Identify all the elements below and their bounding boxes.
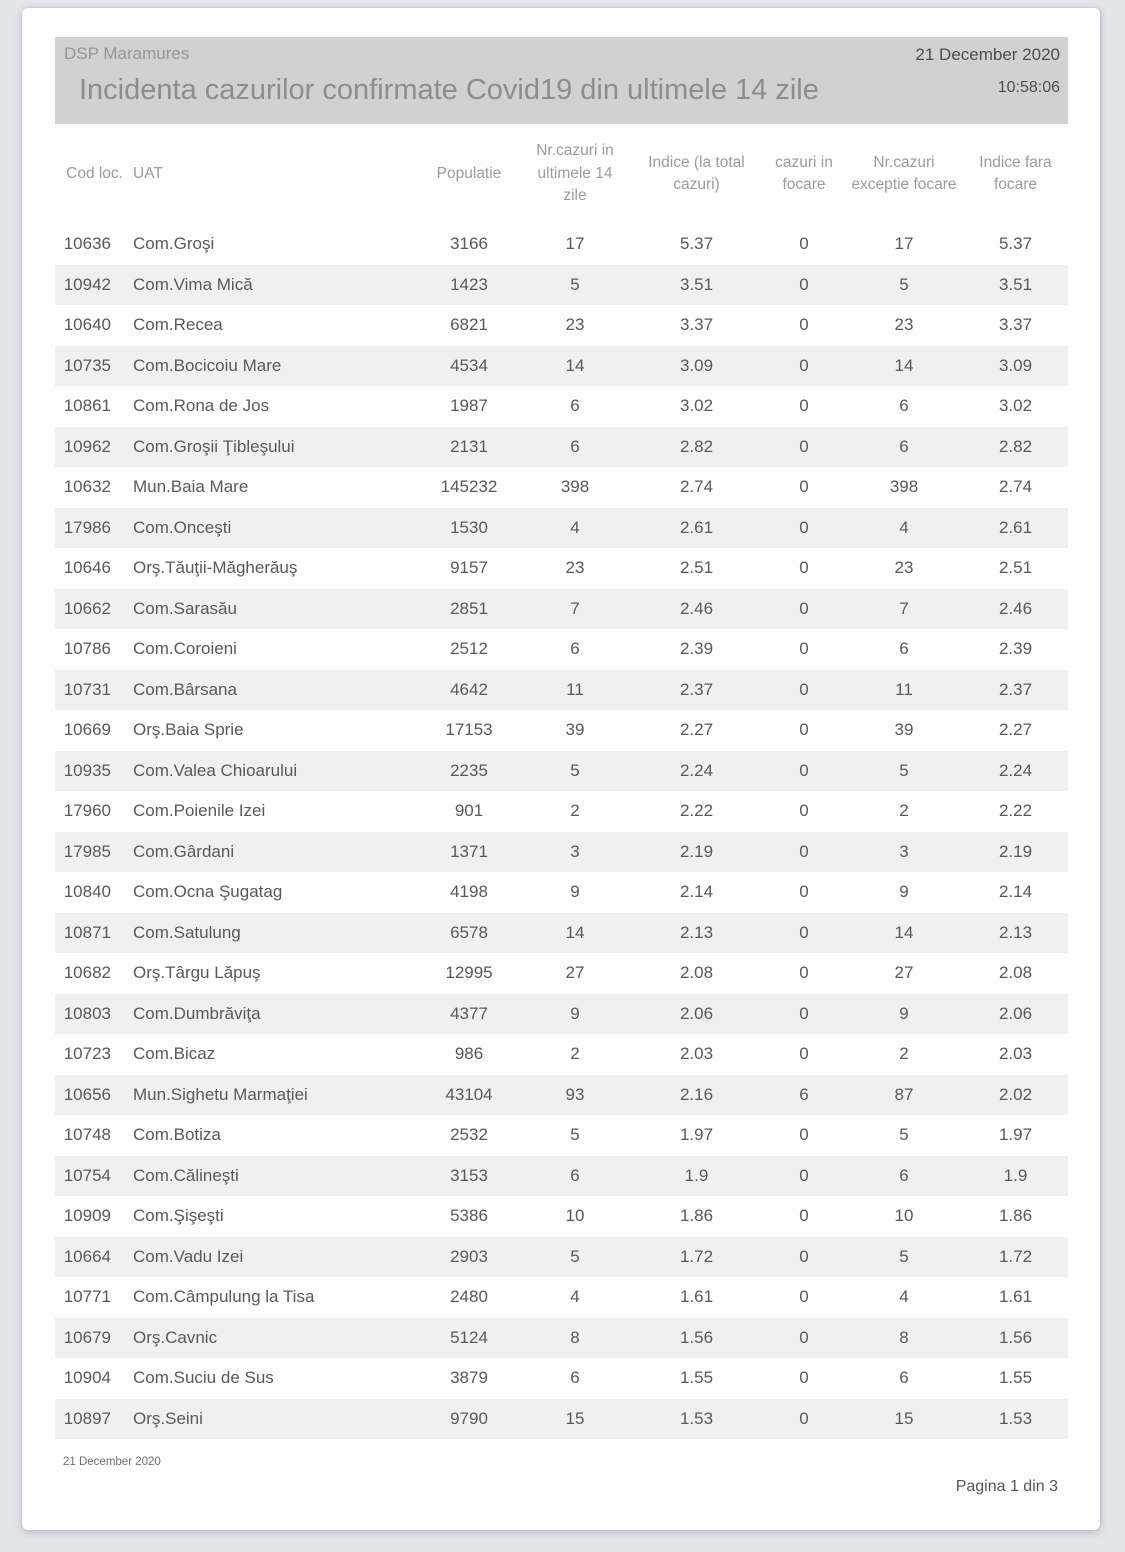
cell-populatie: 9157 bbox=[450, 558, 488, 578]
table-row bbox=[55, 1196, 1068, 1237]
cell-indice-fara-focare: 1.53 bbox=[998, 1408, 1033, 1428]
cell-indice-fara-focare: 3.51 bbox=[998, 274, 1033, 294]
cell-cazuri-in-focare: 0 bbox=[799, 436, 809, 456]
cell-cazuri-in-focare: 0 bbox=[799, 1044, 809, 1064]
table-row bbox=[55, 913, 1068, 954]
cell-cazuri-in-focare: 0 bbox=[799, 1246, 809, 1266]
cell-nr-cazuri-exceptie: 5 bbox=[899, 1246, 909, 1266]
cell-cazuri-in-focare: 0 bbox=[799, 477, 809, 497]
cell-indice-fara-focare: 2.27 bbox=[998, 720, 1033, 740]
table-row bbox=[55, 386, 1068, 427]
cell-cod-loc: 10735 bbox=[63, 355, 111, 375]
cell-nr-cazuri-exceptie: 6 bbox=[899, 1368, 909, 1388]
cell-populatie: 17153 bbox=[445, 720, 493, 740]
cell-cod-loc: 10803 bbox=[63, 1003, 111, 1023]
cell-populatie: 2512 bbox=[450, 639, 488, 659]
cell-cazuri-in-focare: 0 bbox=[799, 1327, 809, 1347]
cell-populatie: 43104 bbox=[445, 1084, 493, 1104]
cell-indice-total: 3.37 bbox=[679, 315, 714, 335]
cell-cod-loc: 10723 bbox=[63, 1044, 111, 1064]
cell-nr-cazuri-14-zile: 2 bbox=[570, 1044, 580, 1064]
cell-populatie: 1423 bbox=[450, 274, 488, 294]
cell-populatie: 1987 bbox=[450, 396, 488, 416]
cell-cazuri-in-focare: 0 bbox=[799, 517, 809, 537]
table-row bbox=[55, 1075, 1068, 1116]
cell-populatie: 145232 bbox=[440, 477, 498, 497]
report-date: 21 December 2020 bbox=[915, 45, 1060, 64]
cell-uat: Com.Bicaz bbox=[133, 1044, 216, 1064]
column-header-populatie: Populatie bbox=[436, 164, 502, 182]
cell-indice-total: 1.61 bbox=[679, 1287, 714, 1307]
cell-populatie: 2851 bbox=[450, 598, 488, 618]
cell-cazuri-in-focare: 0 bbox=[799, 679, 809, 699]
cell-nr-cazuri-exceptie: 4 bbox=[899, 1287, 909, 1307]
cell-indice-total: 1.72 bbox=[679, 1246, 714, 1266]
cell-indice-total: 2.08 bbox=[679, 963, 714, 983]
cell-nr-cazuri-14-zile: 14 bbox=[565, 922, 585, 942]
cell-nr-cazuri-exceptie: 2 bbox=[899, 801, 909, 821]
cell-uat: Orş.Cavnic bbox=[133, 1327, 218, 1347]
cell-nr-cazuri-exceptie: 6 bbox=[899, 639, 909, 659]
cell-populatie: 2532 bbox=[450, 1125, 488, 1145]
table-row bbox=[55, 1399, 1068, 1440]
page-title: Incidenta cazurilor confirmate Covid19 din ultimele 14 zile bbox=[79, 74, 819, 106]
cell-uat: Com.Sarasău bbox=[133, 598, 237, 618]
cell-nr-cazuri-exceptie: 6 bbox=[899, 436, 909, 456]
cell-cod-loc: 10962 bbox=[63, 436, 111, 456]
column-header-indice-total: Indice (la total cazuri) bbox=[648, 153, 745, 193]
cell-uat: Mun.Baia Mare bbox=[133, 477, 249, 497]
table-row bbox=[55, 467, 1068, 508]
table-row bbox=[55, 427, 1068, 468]
cell-indice-total: 2.46 bbox=[679, 598, 714, 618]
cell-uat: Com.Poienile Izei bbox=[133, 801, 266, 821]
cell-nr-cazuri-14-zile: 6 bbox=[570, 436, 580, 456]
cell-indice-total: 2.13 bbox=[679, 922, 714, 942]
cell-cazuri-in-focare: 0 bbox=[799, 274, 809, 294]
cell-nr-cazuri-14-zile: 5 bbox=[570, 1246, 580, 1266]
cell-indice-total: 2.51 bbox=[679, 558, 714, 578]
table-row bbox=[55, 1277, 1068, 1318]
cell-indice-fara-focare: 2.06 bbox=[998, 1003, 1033, 1023]
cell-uat: Com.Rona de Jos bbox=[133, 396, 270, 416]
cell-nr-cazuri-14-zile: 93 bbox=[565, 1084, 585, 1104]
cell-populatie: 2903 bbox=[450, 1246, 488, 1266]
report-header-band bbox=[55, 37, 1068, 124]
cell-cazuri-in-focare: 0 bbox=[799, 315, 809, 335]
cell-indice-total: 2.16 bbox=[679, 1084, 714, 1104]
cell-nr-cazuri-exceptie: 23 bbox=[894, 315, 914, 335]
cell-indice-total: 2.61 bbox=[679, 517, 714, 537]
cell-indice-fara-focare: 2.37 bbox=[998, 679, 1033, 699]
report-page bbox=[22, 8, 1100, 1530]
cell-nr-cazuri-exceptie: 39 bbox=[894, 720, 914, 740]
cell-populatie: 4534 bbox=[450, 355, 488, 375]
table-row bbox=[55, 589, 1068, 630]
cell-populatie: 5124 bbox=[450, 1327, 488, 1347]
cell-indice-total: 2.24 bbox=[679, 760, 714, 780]
cell-cod-loc: 10748 bbox=[63, 1125, 111, 1145]
cell-populatie: 3166 bbox=[450, 234, 488, 254]
organization-name: DSP Maramures bbox=[64, 44, 190, 63]
cell-indice-total: 1.97 bbox=[679, 1125, 714, 1145]
cell-populatie: 4642 bbox=[450, 679, 488, 699]
cell-nr-cazuri-14-zile: 15 bbox=[565, 1408, 585, 1428]
cell-uat: Com.Groşii Ţibleşului bbox=[133, 436, 295, 456]
cell-populatie: 3879 bbox=[450, 1368, 488, 1388]
cell-indice-fara-focare: 2.82 bbox=[998, 436, 1033, 456]
table-row bbox=[55, 710, 1068, 751]
table-row bbox=[55, 751, 1068, 792]
cell-uat: Mun.Sighetu Marmaţiei bbox=[133, 1084, 308, 1104]
cell-cod-loc: 17986 bbox=[63, 517, 111, 537]
cell-cazuri-in-focare: 0 bbox=[799, 760, 809, 780]
cell-uat: Orş.Baia Sprie bbox=[133, 720, 244, 740]
cell-nr-cazuri-exceptie: 23 bbox=[894, 558, 914, 578]
cell-cod-loc: 10840 bbox=[63, 882, 111, 902]
cell-nr-cazuri-exceptie: 398 bbox=[889, 477, 919, 497]
cell-nr-cazuri-14-zile: 14 bbox=[565, 355, 585, 375]
cell-indice-fara-focare: 1.72 bbox=[998, 1246, 1033, 1266]
cell-populatie: 6821 bbox=[450, 315, 488, 335]
cell-cazuri-in-focare: 0 bbox=[799, 558, 809, 578]
cell-cazuri-in-focare: 0 bbox=[799, 598, 809, 618]
cell-cod-loc: 10640 bbox=[63, 315, 111, 335]
table-row bbox=[55, 224, 1068, 265]
column-header-indice-fara-focare: Indice fara focare bbox=[979, 153, 1052, 193]
cell-indice-fara-focare: 1.55 bbox=[998, 1368, 1033, 1388]
cell-indice-fara-focare: 3.02 bbox=[998, 396, 1033, 416]
cell-cod-loc: 10754 bbox=[63, 1165, 111, 1185]
table-row bbox=[55, 1034, 1068, 1075]
cell-cod-loc: 17985 bbox=[63, 841, 111, 861]
cell-nr-cazuri-14-zile: 9 bbox=[570, 882, 580, 902]
table-row bbox=[55, 305, 1068, 346]
cell-nr-cazuri-exceptie: 8 bbox=[899, 1327, 909, 1347]
cell-cod-loc: 10664 bbox=[63, 1246, 111, 1266]
cell-cazuri-in-focare: 0 bbox=[799, 922, 809, 942]
cell-cazuri-in-focare: 0 bbox=[799, 1125, 809, 1145]
cell-indice-fara-focare: 2.51 bbox=[998, 558, 1033, 578]
cell-nr-cazuri-exceptie: 3 bbox=[899, 841, 909, 861]
cell-uat: Com.Şişeşti bbox=[133, 1206, 224, 1226]
cell-indice-total: 1.55 bbox=[679, 1368, 714, 1388]
column-header-cod-loc: Cod loc. bbox=[66, 164, 123, 182]
cell-cod-loc: 10861 bbox=[63, 396, 111, 416]
table-row bbox=[55, 1115, 1068, 1156]
cell-indice-total: 3.02 bbox=[679, 396, 714, 416]
cell-indice-total: 2.22 bbox=[679, 801, 714, 821]
cell-indice-fara-focare: 1.61 bbox=[998, 1287, 1033, 1307]
column-header-cazuri-in-focare: cazuri in focare bbox=[775, 153, 833, 193]
cell-indice-fara-focare: 2.13 bbox=[998, 922, 1033, 942]
table-row bbox=[55, 1358, 1068, 1399]
table-header bbox=[55, 124, 1068, 224]
cell-nr-cazuri-exceptie: 6 bbox=[899, 1165, 909, 1185]
cell-nr-cazuri-14-zile: 398 bbox=[560, 477, 590, 497]
cell-indice-fara-focare: 2.08 bbox=[998, 963, 1033, 983]
cell-nr-cazuri-exceptie: 27 bbox=[894, 963, 914, 983]
cell-nr-cazuri-14-zile: 8 bbox=[570, 1327, 580, 1347]
cell-cod-loc: 10897 bbox=[63, 1408, 111, 1428]
cell-nr-cazuri-exceptie: 14 bbox=[894, 922, 914, 942]
cell-indice-fara-focare: 3.37 bbox=[998, 315, 1033, 335]
cell-cod-loc: 10909 bbox=[63, 1206, 111, 1226]
cell-cazuri-in-focare: 0 bbox=[799, 1368, 809, 1388]
cell-uat: Orş.Seini bbox=[133, 1408, 203, 1428]
cell-nr-cazuri-14-zile: 17 bbox=[565, 234, 585, 254]
cell-cazuri-in-focare: 0 bbox=[799, 355, 809, 375]
cell-indice-total: 1.86 bbox=[679, 1206, 714, 1226]
cell-populatie: 12995 bbox=[445, 963, 493, 983]
cell-populatie: 4198 bbox=[450, 882, 488, 902]
cell-cazuri-in-focare: 0 bbox=[799, 1003, 809, 1023]
cell-cazuri-in-focare: 0 bbox=[799, 234, 809, 254]
cell-cod-loc: 17960 bbox=[63, 801, 111, 821]
cell-uat: Com.Gârdani bbox=[133, 841, 235, 861]
cell-indice-total: 3.51 bbox=[679, 274, 714, 294]
table-row bbox=[55, 346, 1068, 387]
cell-cod-loc: 10646 bbox=[63, 558, 111, 578]
cell-uat: Com.Vima Mică bbox=[133, 274, 253, 294]
table-row bbox=[55, 994, 1068, 1035]
cell-indice-total: 2.27 bbox=[679, 720, 714, 740]
cell-cazuri-in-focare: 0 bbox=[799, 720, 809, 740]
cell-indice-fara-focare: 1.56 bbox=[998, 1327, 1033, 1347]
cell-indice-fara-focare: 2.24 bbox=[998, 760, 1033, 780]
cell-indice-total: 2.74 bbox=[679, 477, 714, 497]
cell-nr-cazuri-14-zile: 4 bbox=[570, 1287, 580, 1307]
column-header-nr-cazuri-exceptie: Nr.cazuri exceptie focare bbox=[851, 153, 957, 193]
cell-indice-fara-focare: 2.46 bbox=[998, 598, 1033, 618]
cell-nr-cazuri-14-zile: 6 bbox=[570, 1165, 580, 1185]
cell-nr-cazuri-exceptie: 4 bbox=[899, 517, 909, 537]
cell-cod-loc: 10731 bbox=[63, 679, 111, 699]
cell-nr-cazuri-exceptie: 2 bbox=[899, 1044, 909, 1064]
table-row bbox=[55, 1156, 1068, 1197]
cell-indice-fara-focare: 2.61 bbox=[998, 517, 1033, 537]
cell-cod-loc: 10871 bbox=[63, 922, 111, 942]
cell-indice-total: 5.37 bbox=[679, 234, 714, 254]
table-row bbox=[55, 953, 1068, 994]
cell-cod-loc: 10662 bbox=[63, 598, 111, 618]
cell-indice-total: 2.37 bbox=[679, 679, 714, 699]
cell-uat: Com.Satulung bbox=[133, 922, 241, 942]
report-time: 10:58:06 bbox=[997, 79, 1060, 96]
table-row bbox=[55, 1318, 1068, 1359]
cell-nr-cazuri-14-zile: 3 bbox=[570, 841, 580, 861]
cell-uat: Orş.Tăuţii-Măgherăuş bbox=[133, 558, 298, 578]
cell-nr-cazuri-14-zile: 6 bbox=[570, 1368, 580, 1388]
cell-cod-loc: 10632 bbox=[63, 477, 111, 497]
cell-cod-loc: 10669 bbox=[63, 720, 111, 740]
table-row bbox=[55, 791, 1068, 832]
cell-cazuri-in-focare: 0 bbox=[799, 963, 809, 983]
cell-nr-cazuri-exceptie: 5 bbox=[899, 760, 909, 780]
cell-populatie: 2131 bbox=[450, 436, 488, 456]
cell-populatie: 6578 bbox=[450, 922, 488, 942]
cell-nr-cazuri-exceptie: 87 bbox=[894, 1084, 914, 1104]
cell-indice-total: 1.9 bbox=[684, 1165, 709, 1185]
cell-indice-total: 2.03 bbox=[679, 1044, 714, 1064]
cell-populatie: 986 bbox=[454, 1044, 484, 1064]
cell-cod-loc: 10786 bbox=[63, 639, 111, 659]
cell-uat: Com.Dumbrăviţa bbox=[133, 1003, 261, 1023]
cell-populatie: 2235 bbox=[450, 760, 488, 780]
table-row bbox=[55, 548, 1068, 589]
cell-indice-total: 2.82 bbox=[679, 436, 714, 456]
cell-nr-cazuri-exceptie: 5 bbox=[899, 1125, 909, 1145]
cell-populatie: 4377 bbox=[450, 1003, 488, 1023]
cell-cazuri-in-focare: 0 bbox=[799, 1287, 809, 1307]
table-row bbox=[55, 265, 1068, 306]
cell-uat: Com.Recea bbox=[133, 315, 223, 335]
table-body bbox=[55, 224, 1068, 1439]
cell-cod-loc: 10679 bbox=[63, 1327, 111, 1347]
cell-indice-fara-focare: 1.86 bbox=[998, 1206, 1033, 1226]
cell-populatie: 5386 bbox=[450, 1206, 488, 1226]
cell-cazuri-in-focare: 0 bbox=[799, 639, 809, 659]
cell-cazuri-in-focare: 0 bbox=[799, 801, 809, 821]
cell-populatie: 1530 bbox=[450, 517, 488, 537]
cell-indice-fara-focare: 2.74 bbox=[998, 477, 1033, 497]
cell-indice-fara-focare: 2.02 bbox=[998, 1084, 1033, 1104]
cell-cod-loc: 10656 bbox=[63, 1084, 111, 1104]
cell-nr-cazuri-exceptie: 15 bbox=[894, 1408, 914, 1428]
cell-cod-loc: 10942 bbox=[63, 274, 111, 294]
cell-indice-fara-focare: 1.9 bbox=[1003, 1165, 1028, 1185]
cell-nr-cazuri-14-zile: 23 bbox=[565, 315, 585, 335]
cell-populatie: 9790 bbox=[450, 1408, 488, 1428]
cell-nr-cazuri-14-zile: 5 bbox=[570, 760, 580, 780]
cell-indice-fara-focare: 2.14 bbox=[998, 882, 1033, 902]
cell-nr-cazuri-exceptie: 7 bbox=[899, 598, 909, 618]
cell-nr-cazuri-14-zile: 5 bbox=[570, 274, 580, 294]
cell-indice-total: 2.06 bbox=[679, 1003, 714, 1023]
cell-indice-total: 1.53 bbox=[679, 1408, 714, 1428]
cell-cazuri-in-focare: 0 bbox=[799, 1165, 809, 1185]
cell-indice-total: 1.56 bbox=[679, 1327, 714, 1347]
cell-cazuri-in-focare: 0 bbox=[799, 396, 809, 416]
cell-nr-cazuri-14-zile: 4 bbox=[570, 517, 580, 537]
cell-cod-loc: 10935 bbox=[63, 760, 111, 780]
cell-nr-cazuri-exceptie: 10 bbox=[894, 1206, 914, 1226]
cell-uat: Com.Coroieni bbox=[133, 639, 237, 659]
cell-populatie: 2480 bbox=[450, 1287, 488, 1307]
cell-indice-total: 2.14 bbox=[679, 882, 714, 902]
cell-nr-cazuri-exceptie: 11 bbox=[895, 679, 913, 699]
column-header-nr-cazuri-14-zile: Nr.cazuri in ultimele 14 zile bbox=[536, 142, 614, 205]
cell-indice-fara-focare: 3.09 bbox=[998, 355, 1033, 375]
cell-indice-total: 2.39 bbox=[679, 639, 714, 659]
cell-nr-cazuri-exceptie: 5 bbox=[899, 274, 909, 294]
cell-nr-cazuri-14-zile: 6 bbox=[570, 639, 580, 659]
table-row bbox=[55, 1237, 1068, 1278]
table-row bbox=[55, 872, 1068, 913]
cell-indice-fara-focare: 2.39 bbox=[998, 639, 1033, 659]
cell-nr-cazuri-exceptie: 14 bbox=[894, 355, 914, 375]
cell-uat: Com.Suciu de Sus bbox=[133, 1368, 274, 1388]
cell-cod-loc: 10682 bbox=[63, 963, 111, 983]
cell-indice-fara-focare: 2.22 bbox=[998, 801, 1033, 821]
cell-nr-cazuri-14-zile: 9 bbox=[570, 1003, 580, 1023]
cell-populatie: 1371 bbox=[450, 841, 488, 861]
cell-uat: Com.Ocna Şugatag bbox=[133, 882, 283, 902]
cell-uat: Com.Bârsana bbox=[133, 679, 237, 699]
cell-cazuri-in-focare: 0 bbox=[799, 841, 809, 861]
cell-uat: Orş.Târgu Lăpuş bbox=[133, 963, 261, 983]
cell-indice-total: 3.09 bbox=[679, 355, 714, 375]
cell-indice-total: 2.19 bbox=[679, 841, 714, 861]
table-row bbox=[55, 832, 1068, 873]
cell-indice-fara-focare: 2.03 bbox=[998, 1044, 1033, 1064]
cell-nr-cazuri-14-zile: 39 bbox=[565, 720, 585, 740]
cell-uat: Com.Câmpulung la Tisa bbox=[133, 1287, 315, 1307]
cell-nr-cazuri-14-zile: 5 bbox=[570, 1125, 580, 1145]
table-header-row bbox=[55, 124, 1068, 224]
cell-cazuri-in-focare: 6 bbox=[799, 1084, 809, 1104]
table-row bbox=[55, 508, 1068, 549]
cell-nr-cazuri-14-zile: 23 bbox=[565, 558, 585, 578]
cell-nr-cazuri-14-zile: 2 bbox=[570, 801, 580, 821]
incidence-table bbox=[55, 124, 1068, 1439]
cell-cazuri-in-focare: 0 bbox=[799, 1408, 809, 1428]
cell-uat: Com.Bocicoiu Mare bbox=[133, 355, 282, 375]
cell-indice-fara-focare: 1.97 bbox=[998, 1125, 1033, 1145]
cell-cazuri-in-focare: 0 bbox=[799, 1206, 809, 1226]
cell-uat: Com.Botiza bbox=[133, 1125, 221, 1145]
cell-uat: Com.Groşi bbox=[133, 234, 215, 254]
cell-indice-fara-focare: 5.37 bbox=[998, 234, 1033, 254]
table-row bbox=[55, 670, 1068, 711]
cell-nr-cazuri-exceptie: 9 bbox=[899, 882, 909, 902]
table-row bbox=[55, 629, 1068, 670]
cell-nr-cazuri-14-zile: 10 bbox=[565, 1206, 585, 1226]
cell-nr-cazuri-14-zile: 7 bbox=[570, 598, 580, 618]
cell-nr-cazuri-14-zile: 11 bbox=[566, 679, 584, 699]
cell-nr-cazuri-exceptie: 17 bbox=[894, 234, 914, 254]
footer-date: 21 December 2020 bbox=[63, 1456, 161, 1468]
cell-cod-loc: 10904 bbox=[63, 1368, 111, 1388]
cell-nr-cazuri-14-zile: 6 bbox=[570, 396, 580, 416]
cell-indice-fara-focare: 2.19 bbox=[998, 841, 1033, 861]
cell-nr-cazuri-exceptie: 6 bbox=[899, 396, 909, 416]
cell-populatie: 3153 bbox=[450, 1165, 488, 1185]
cell-cod-loc: 10636 bbox=[63, 234, 111, 254]
cell-uat: Com.Valea Chioarului bbox=[133, 760, 298, 780]
cell-nr-cazuri-14-zile: 27 bbox=[565, 963, 585, 983]
cell-uat: Com.Vadu Izei bbox=[133, 1246, 244, 1266]
cell-cazuri-in-focare: 0 bbox=[799, 882, 809, 902]
cell-cod-loc: 10771 bbox=[63, 1287, 111, 1307]
cell-uat: Com.Onceşti bbox=[133, 517, 232, 537]
cell-populatie: 901 bbox=[454, 801, 484, 821]
page-indicator: Pagina 1 din 3 bbox=[955, 1478, 1058, 1495]
cell-uat: Com.Călineşti bbox=[133, 1165, 239, 1185]
cell-nr-cazuri-exceptie: 9 bbox=[899, 1003, 909, 1023]
column-header-uat: UAT bbox=[133, 164, 163, 182]
